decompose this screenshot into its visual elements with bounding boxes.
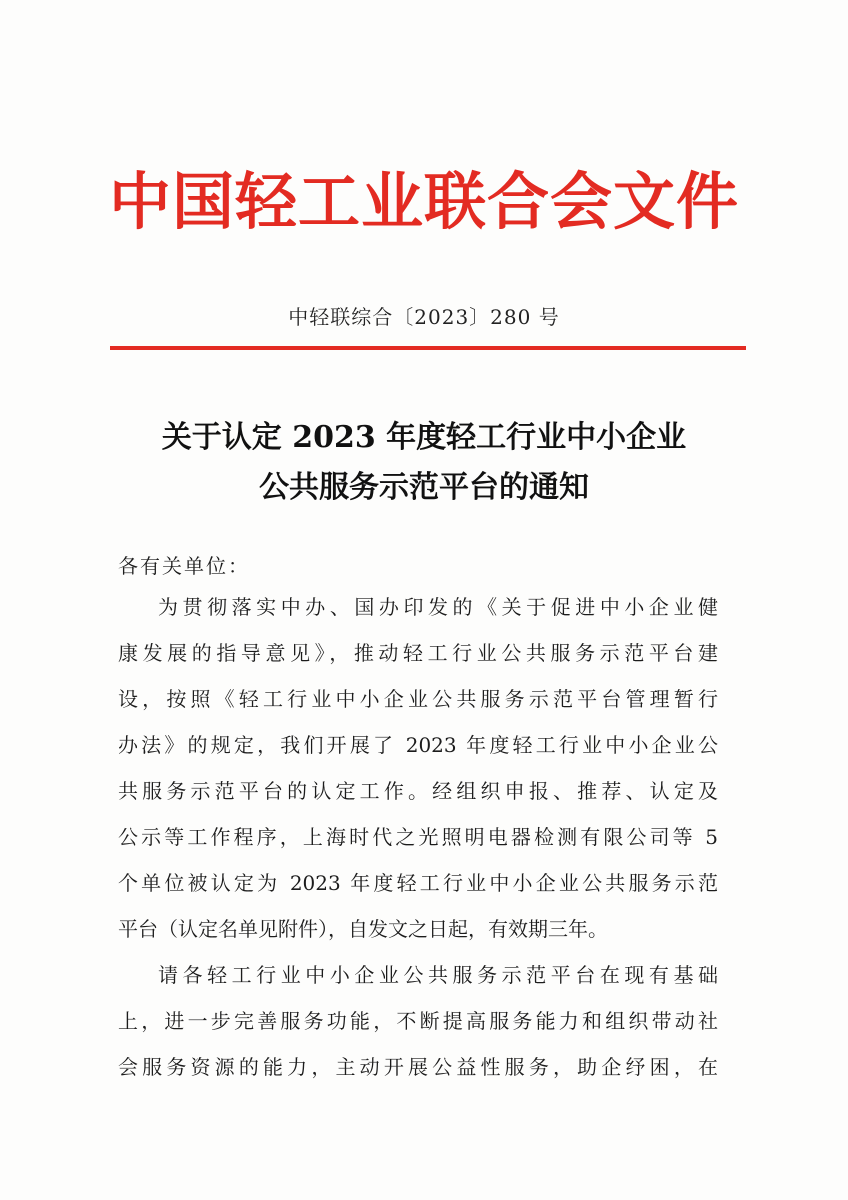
paragraph-line: 设，按照《轻工行业中小企业公共服务示范平台管理暂行 bbox=[118, 687, 718, 711]
document-masthead: 中国轻工业联合会文件 bbox=[108, 165, 739, 238]
paragraph-line: 公示等工作程序，上海时代之光照明电器检测有限公司等 5 bbox=[118, 825, 718, 849]
paragraph-line: 康发展的指导意见》，推动轻工行业公共服务示范平台建 bbox=[118, 641, 718, 665]
document-number: 中轻联综合〔2023〕280 号 bbox=[288, 305, 560, 329]
notice-title-line-1: 关于认定 2023 年度轻工行业中小企业 bbox=[161, 420, 687, 455]
paragraph-line: 平台（认定名单见附件），自发文之日起，有效期三年。 bbox=[118, 917, 608, 941]
body-paragraph-2 bbox=[118, 952, 718, 1090]
paragraph-line: 请各轻工行业中小企业公共服务示范平台在现有基础 bbox=[158, 963, 718, 987]
paragraph-line: 为贯彻落实中办、国办印发的《关于促进中小企业健 bbox=[158, 595, 718, 619]
notice-title-line-2: 公共服务示范平台的通知 bbox=[259, 470, 589, 505]
paragraph-line: 会服务资源的能力，主动开展公益性服务，助企纾困，在 bbox=[118, 1055, 718, 1079]
body-paragraph-1 bbox=[118, 584, 718, 952]
red-divider-line bbox=[110, 346, 746, 350]
paragraph-line: 上，进一步完善服务功能，不断提高服务能力和组织带动社 bbox=[118, 1009, 718, 1033]
paragraph-line: 个单位被认定为 2023 年度轻工行业中小企业公共服务示范 bbox=[118, 871, 718, 895]
paragraph-line: 办法》的规定，我们开展了 2023 年度轻工行业中小企业公 bbox=[118, 733, 718, 757]
notice-title bbox=[0, 413, 848, 513]
paragraph-line: 共服务示范平台的认定工作。经组织申报、推荐、认定及 bbox=[118, 779, 718, 803]
salutation: 各有关单位： bbox=[118, 554, 250, 578]
